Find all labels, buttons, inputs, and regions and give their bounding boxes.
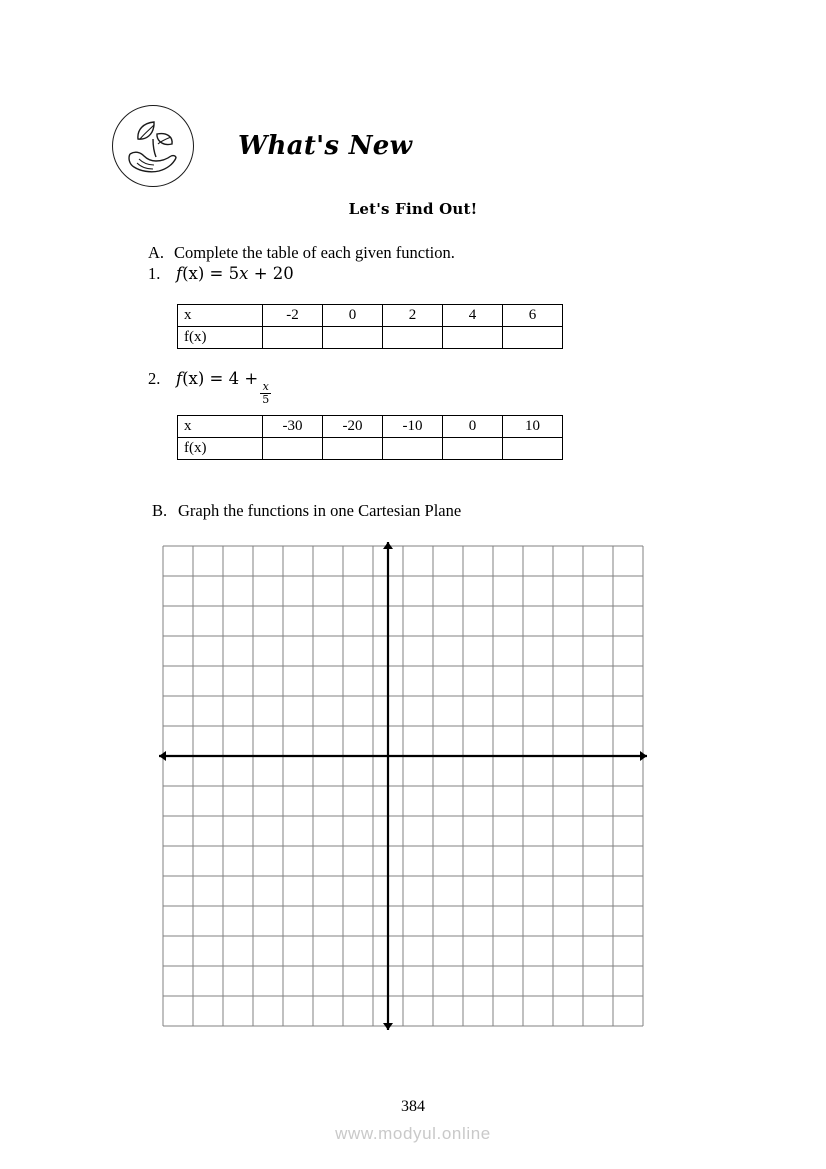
table-2-row-label-x: x xyxy=(178,416,263,438)
function-1-variable: x xyxy=(239,264,249,283)
table-1-fx-input-cell[interactable] xyxy=(503,327,563,349)
table-1-x-value: 4 xyxy=(443,305,503,327)
table-2-x-value: -10 xyxy=(383,416,443,438)
subtitle: Let's Find Out! xyxy=(348,200,478,218)
function-2-equals: = xyxy=(209,369,224,388)
function-2-number: 2. xyxy=(148,369,161,388)
function-2-var: (x) xyxy=(182,369,205,388)
table-1-row-label-x: x xyxy=(178,305,263,327)
function-1-coefficient: 5 xyxy=(228,264,240,283)
instruction-part-b xyxy=(152,501,461,521)
table-1-fx-input-cell[interactable] xyxy=(263,327,323,349)
table-1-fx-input-cell[interactable] xyxy=(323,327,383,349)
table-1-row-label-fx: f(x) xyxy=(178,327,263,349)
table-2-fx-input-cell[interactable] xyxy=(443,438,503,460)
table-1-x-value: 0 xyxy=(323,305,383,327)
page-title: What's New xyxy=(238,131,413,161)
table-row xyxy=(178,416,563,438)
table-2-x-value: -20 xyxy=(323,416,383,438)
table-2-x-value: 10 xyxy=(503,416,563,438)
function-2-constant: 4 xyxy=(228,369,240,388)
table-2-row-label-fx: f(x) xyxy=(178,438,263,460)
function-1-operator: + xyxy=(253,264,268,283)
table-1-x-value: 6 xyxy=(503,305,563,327)
function-1-number: 1. xyxy=(148,264,161,283)
hand-holding-seedling-icon xyxy=(112,105,194,187)
table-2-x-value: -30 xyxy=(263,416,323,438)
function-1-constant: 20 xyxy=(272,264,294,283)
table-1-x-value: 2 xyxy=(383,305,443,327)
table-2-fx-input-cell[interactable] xyxy=(323,438,383,460)
page-number: 384 xyxy=(401,1098,425,1115)
function-1-var: (x) xyxy=(182,264,205,283)
function-1-equals: = xyxy=(209,264,224,283)
table-function-1 xyxy=(177,304,563,349)
fraction-numerator: x xyxy=(262,380,269,394)
cartesian-plane[interactable] xyxy=(158,541,648,1031)
part-a-text: Complete the table of each given function. xyxy=(174,243,455,262)
table-1-x-value: -2 xyxy=(263,305,323,327)
part-a-marker: A. xyxy=(148,243,165,262)
function-1 xyxy=(148,264,294,284)
table-1-fx-input-cell[interactable] xyxy=(383,327,443,349)
function-2-operator: + xyxy=(244,369,259,388)
section-header xyxy=(112,105,412,187)
function-1-name: f xyxy=(176,264,183,283)
table-row xyxy=(178,438,563,460)
table-function-2 xyxy=(177,415,563,460)
part-b-marker: B. xyxy=(152,501,168,520)
table-1-fx-input-cell[interactable] xyxy=(443,327,503,349)
function-2 xyxy=(148,369,271,406)
function-2-name: f xyxy=(176,369,183,388)
table-2-fx-input-cell[interactable] xyxy=(263,438,323,460)
watermark: www.modyul.online xyxy=(335,1124,491,1143)
table-2-fx-input-cell[interactable] xyxy=(503,438,563,460)
table-2-fx-input-cell[interactable] xyxy=(383,438,443,460)
instruction-part-a xyxy=(148,243,455,263)
table-row xyxy=(178,305,563,327)
part-b-text: Graph the functions in one Cartesian Plane xyxy=(178,501,462,520)
table-row xyxy=(178,327,563,349)
table-2-x-value: 0 xyxy=(443,416,503,438)
function-2-fraction xyxy=(260,381,271,406)
fraction-denominator: 5 xyxy=(262,392,270,406)
